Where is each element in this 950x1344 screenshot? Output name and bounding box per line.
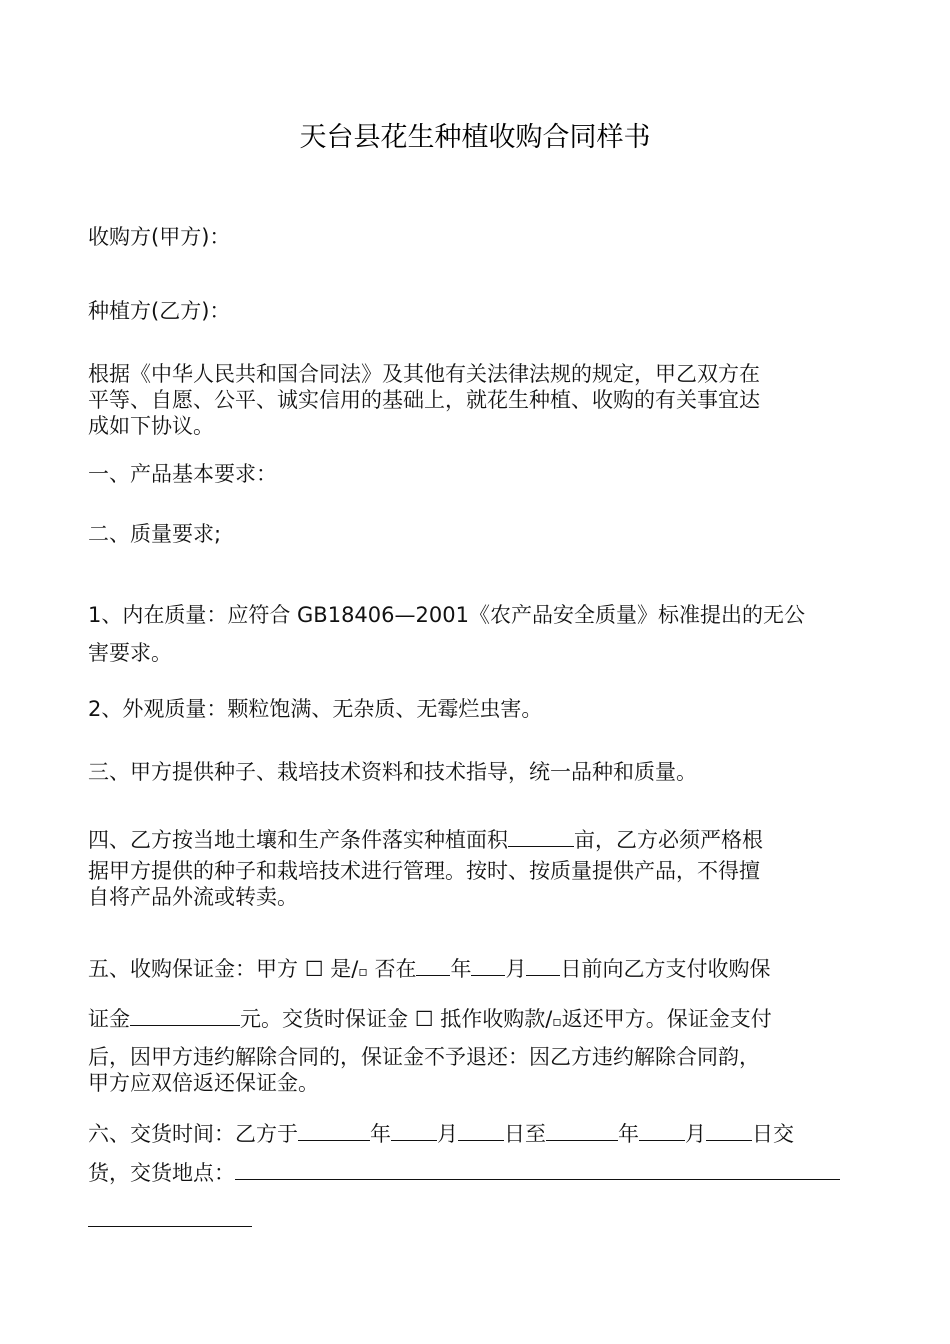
section-5-paragraph [88,944,864,1096]
section-6-text-g: 日交 [752,1122,794,1146]
item-2-paragraph: 2、外观质量：颗粒饱满、无杂质、无霉烂虫害。 [88,697,543,721]
year-blank[interactable] [416,956,450,976]
end-month-blank[interactable] [639,1121,685,1141]
checkbox-icon[interactable]: ☐ [304,957,324,981]
section-5-yes: 是/ [330,957,359,981]
year-label: 年 [370,1122,391,1146]
section-6-paragraph [88,1120,864,1242]
intro-line-2: 平等、自愿、公平、诚实信用的基础上，就花生种植、收购的有关事宜达 [88,388,760,412]
section-4-line-2: 据甲方提供的种子和栽培技术进行管理。按时、按质量提供产品，不得擅 [88,859,760,883]
start-year-blank[interactable] [298,1121,370,1141]
checkbox-icon[interactable]: ▫ [552,1014,562,1030]
section-5-text-a: 五、收购保证金：甲方 [88,957,298,981]
section-5-return: 返还甲方。保证金支付 [561,1007,772,1031]
section-5-line-1 [88,944,864,997]
section-5-offset: 抵作收购款/ [440,1007,553,1031]
section-5-no: 否在 [374,957,417,981]
section-5-text-b: 元。交货时保证金 [240,1007,408,1031]
section-6-line-3 [88,1198,864,1242]
end-day-blank[interactable] [706,1121,752,1141]
month-blank[interactable] [471,956,505,976]
delivery-location-blank[interactable] [235,1160,840,1180]
party-a-label: 收购方(甲方)： [88,225,231,249]
start-month-blank[interactable] [391,1121,437,1141]
section-5-line-2 [88,997,864,1044]
section-4-line-3: 自将产品外流或转卖。 [88,885,298,909]
delivery-location-label: 货，交货地点： [88,1161,235,1185]
area-blank[interactable] [508,827,574,847]
section-5-text-f: 日前向乙方支付收购保 [560,957,771,981]
delivery-location-blank-continued[interactable] [88,1207,252,1227]
document-title: 天台县花生种植收购合同样书 [299,122,651,153]
to-label: 日至 [504,1122,546,1146]
section-5-line-4: 甲方应双倍返还保证金。 [88,1071,319,1095]
year-label: 年 [450,957,472,981]
section-2-heading: 二、质量要求; [88,522,222,546]
month-label: 月 [505,957,527,981]
section-5-line-3: 后，因甲方违约解除合同的，保证金不予退还：因乙方违约解除合同韵， [88,1045,760,1069]
item-1-paragraph [88,596,864,672]
section-6-text-a: 六、交货时间：乙方于 [88,1122,298,1146]
day-blank[interactable] [526,956,560,976]
deposit-amount-blank[interactable] [130,1006,240,1026]
party-b-label: 种植方(乙方)： [88,299,231,323]
section-4-line-1 [88,822,864,858]
section-6-line-1 [88,1120,864,1148]
month-label: 月 [685,1122,706,1146]
section-4-text-a: 四、乙方按当地土壤和生产条件落实种植面积 [88,828,508,852]
intro-line-3: 成如下协议。 [88,414,214,438]
section-4-text-b: 亩，乙方必须严格根 [574,828,763,852]
section-1-heading: 一、产品基本要求： [88,462,277,486]
intro-paragraph [88,361,864,439]
year-label: 年 [618,1122,639,1146]
checkbox-icon[interactable]: ▫ [358,964,368,980]
section-4-paragraph [88,822,864,910]
deposit-label: 证金 [88,1007,130,1031]
end-year-blank[interactable] [546,1121,618,1141]
checkbox-icon[interactable]: ☐ [414,1007,434,1031]
month-label: 月 [437,1122,458,1146]
section-6-line-2 [88,1148,864,1198]
item-1-line-2: 害要求。 [88,641,172,665]
intro-line-1: 根据《中华人民共和国合同法》及其他有关法律法规的规定，甲乙双方在 [88,362,760,386]
item-1-line-1: 1、内在质量：应符合 GB18406—2001《农产品安全质量》标准提出的无公 [88,603,805,627]
start-day-blank[interactable] [458,1121,504,1141]
section-3-paragraph: 三、甲方提供种子、栽培技术资料和技术指导，统一品种和质量。 [88,760,697,784]
